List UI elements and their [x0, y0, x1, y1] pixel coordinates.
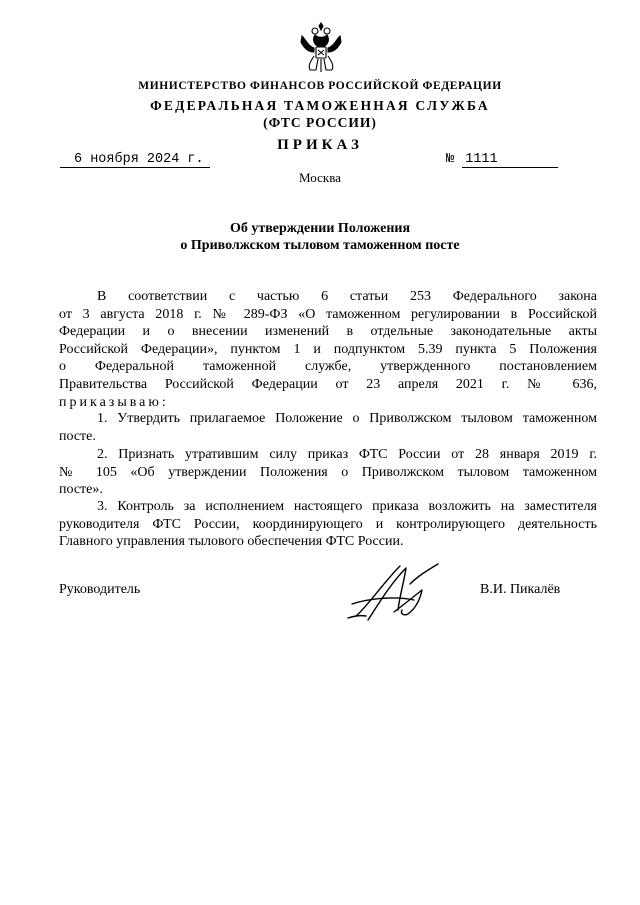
order-date — [60, 152, 210, 168]
item-line: посте». — [59, 482, 103, 498]
item-line: Главного управления тылового обеспечения ФТС России. — [59, 534, 404, 550]
issue-city: Москва — [299, 170, 341, 185]
item-line: посте. — [59, 428, 96, 444]
coat-of-arms-emblem — [296, 22, 346, 76]
ministry-name: МИНИСТЕРСТВО ФИНАНСОВ РОССИЙСКОЙ ФЕДЕРАЦИИ — [138, 80, 502, 92]
order-title-line-1: Об утверждении Положения — [229, 221, 411, 236]
order-item-1 — [59, 410, 597, 445]
order-date-value: 6 ноября 2024 г. — [74, 152, 204, 167]
service-short-name: (ФТС РОССИИ) — [263, 115, 377, 130]
order-title-line-2: о Приволжском тыловом таможенном посте — [180, 238, 460, 253]
preamble-line: от 3 августа 2018 г. № 289-ФЗ «О таможенном регулировании в Российской — [59, 306, 597, 322]
handwritten-signature — [344, 560, 444, 624]
number-label: № — [446, 152, 455, 167]
preamble-line: Российской Федерации», пунктом 1 и подпунктом 5.39 пункта 5 Положения — [59, 341, 597, 357]
preamble-line: о Федеральной таможенной службе, утвержденного постановлением — [59, 359, 597, 375]
preamble-line: Правительства Российской Федерации от 23 апреля 2021 г. № 636, — [59, 376, 597, 392]
service-name: ФЕДЕРАЛЬНАЯ ТАМОЖЕННАЯ СЛУЖБА — [150, 98, 490, 113]
decree-word: приказываю: — [59, 394, 169, 410]
item-line: 3. Контроль за исполнением настоящего приказа возложить на заместителя — [97, 499, 597, 514]
document-type: ПРИКАЗ — [277, 137, 363, 153]
order-number — [446, 152, 578, 168]
item-line: 2. Признать утратившим силу приказ ФТС России от 28 января 2019 г. — [97, 447, 597, 462]
signatory-position: Руководитель — [59, 582, 141, 597]
item-line: № 105 «Об утверждении Положения о Приволжском тыловом таможенном — [59, 464, 597, 480]
preamble-line: Федерации и о внесении изменений в отдельные законодательные акты — [59, 324, 597, 340]
preamble — [59, 288, 597, 411]
order-item-3 — [59, 498, 597, 551]
item-line: 1. Утвердить прилагаемое Положение о Приволжском тыловом таможенном — [97, 411, 597, 426]
item-line: руководителя ФТС России, координирующего и контролирующего деятельность — [59, 516, 597, 532]
signatory-name: В.И. Пикалёв — [480, 582, 561, 597]
order-item-2 — [59, 446, 597, 499]
number-value: 1111 — [462, 152, 558, 168]
preamble-line: В соответствии с частью 6 статьи 253 Федерального закона — [97, 289, 597, 304]
